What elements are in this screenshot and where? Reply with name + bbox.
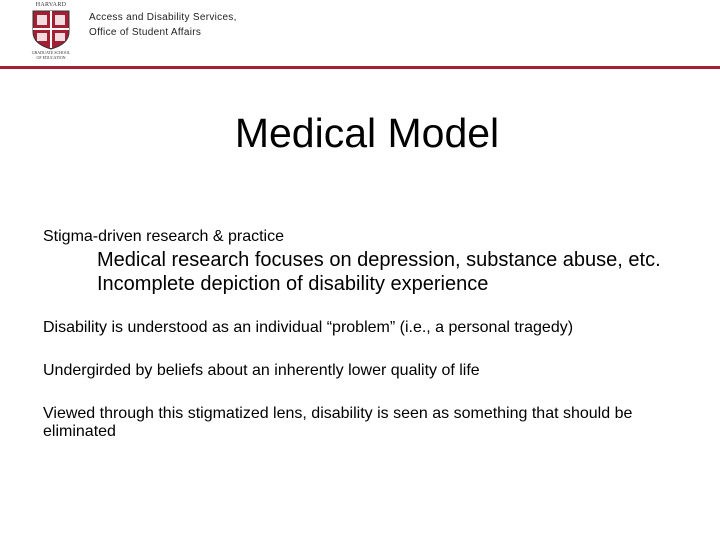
bullet-item: Stigma-driven research & practice bbox=[43, 228, 284, 245]
bullet-item: Disability is understood as an individual “problem” (i.e., a personal tragedy) bbox=[43, 319, 574, 336]
spacer bbox=[43, 380, 703, 405]
slide-title: Medical Model bbox=[234, 110, 500, 156]
sub-bullet-item: Incomplete depiction of disability experience bbox=[97, 273, 489, 295]
spacer bbox=[43, 294, 703, 319]
spacer bbox=[43, 337, 703, 362]
bullet-item: Undergirded by beliefs about an inherently lower quality of life bbox=[43, 362, 480, 379]
organization-name bbox=[89, 10, 237, 40]
org-line-2: Office of Student Affairs bbox=[89, 27, 202, 38]
bullet-item: Viewed through this stigmatized lens, disability is seen as something that should be eliminated bbox=[43, 405, 633, 440]
sub-bullet-item: Medical research focuses on depression, substance abuse, etc. bbox=[97, 249, 661, 271]
logo-wordmark: HARVARD bbox=[35, 2, 67, 8]
harvard-logo bbox=[26, 2, 76, 62]
logo-subtitle bbox=[26, 50, 76, 60]
slide-body bbox=[43, 228, 703, 441]
org-line-1: Access and Disability Services, bbox=[89, 12, 237, 23]
header-divider bbox=[0, 66, 720, 69]
shield-icon bbox=[32, 10, 70, 50]
logo-subtitle-line1: GRADUATE SCHOOL bbox=[31, 50, 71, 55]
logo-subtitle-line2: OF EDUCATION bbox=[36, 55, 66, 60]
header bbox=[0, 0, 720, 66]
